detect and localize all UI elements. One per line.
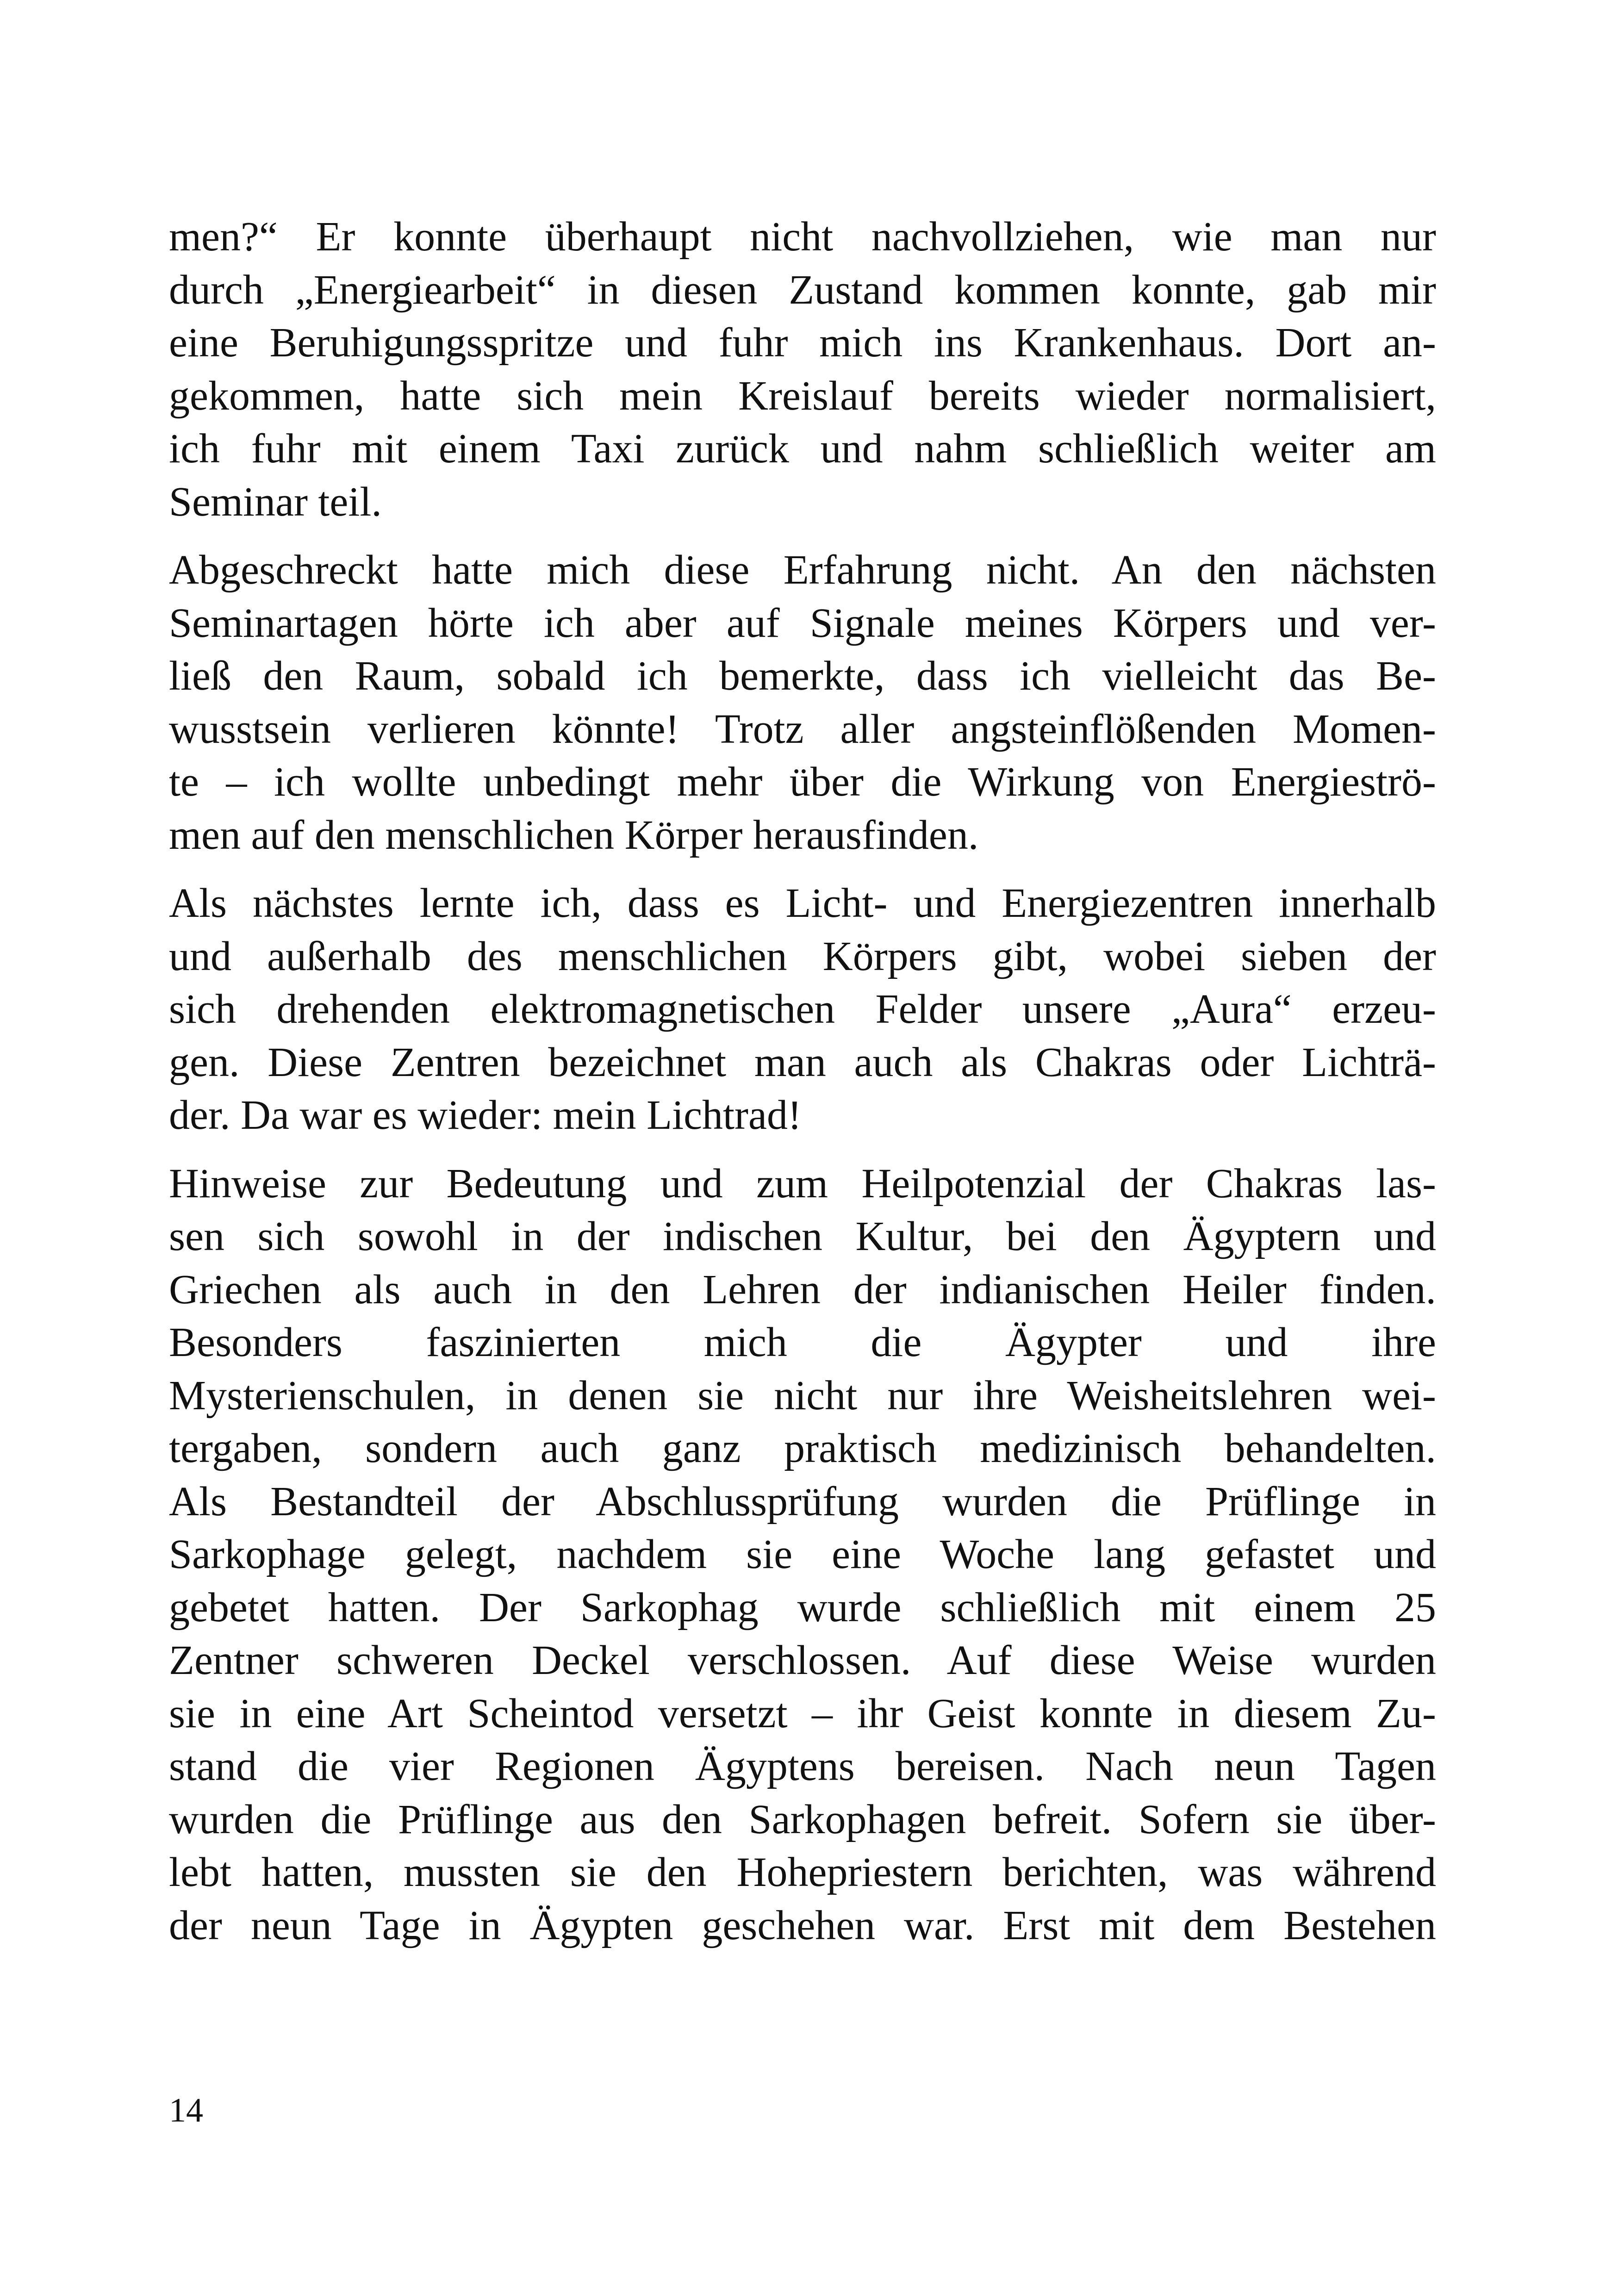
text-line: Als Bestandteil der Abschlussprüfung wurden die Prüflinge in [169, 1478, 1436, 1524]
text-line: Besonders faszinierten mich die Ägypter und ihre [169, 1319, 1436, 1365]
text-line: Hinweise zur Bedeutung und zum Heilpotenzial der Chakras las- [169, 1160, 1436, 1207]
text-line: Als nächstes lernte ich, dass es Licht- und Energiezentren innerhalb [169, 880, 1436, 926]
text-line: Griechen als auch in den Lehren der indianischen Heiler finden. [169, 1266, 1436, 1313]
paragraph-4 [169, 1157, 1436, 1953]
paragraph-1 [169, 211, 1436, 529]
text-line: gekommen, hatte sich mein Kreislauf bereits wieder normalisiert, [169, 373, 1436, 419]
text-line: sich drehenden elektromagnetischen Felder unsere „Aura“ erzeu- [169, 986, 1436, 1032]
text-line: stand die vier Regionen Ägyptens bereisen. Nach neun Tagen [169, 1743, 1436, 1789]
text-line: ich fuhr mit einem Taxi zurück und nahm schließlich weiter am [169, 426, 1436, 472]
text-line: gen. Diese Zentren bezeichnet man auch als Chakras oder Lichträ- [169, 1039, 1436, 1085]
text-line: sie in eine Art Scheintod versetzt – ihr Geist konnte in diesem Zu- [169, 1690, 1436, 1736]
text-line: men?“ Er konnte überhaupt nicht nachvollziehen, wie man nur [169, 214, 1436, 260]
text-line: ließ den Raum, sobald ich bemerkte, dass ich vielleicht das Be- [169, 653, 1436, 699]
text-line: Seminar teil. [169, 479, 382, 525]
page-number: 14 [169, 2091, 203, 2129]
text-line: men auf den menschlichen Körper herausfinden. [169, 812, 979, 858]
text-line: lebt hatten, mussten sie den Hohepriestern berichten, was während [169, 1849, 1436, 1895]
body-text [169, 211, 1436, 1967]
text-line: sen sich sowohl in der indischen Kultur, bei den Ägyptern und [169, 1213, 1436, 1259]
text-line: Seminartagen hörte ich aber auf Signale meines Körpers und ver- [169, 600, 1436, 646]
paragraph-3 [169, 877, 1436, 1142]
text-line: te – ich wollte unbedingt mehr über die Wirkung von Energieströ- [169, 759, 1436, 805]
text-line: tergaben, sondern auch ganz praktisch medizinisch behandelten. [169, 1425, 1436, 1471]
text-line: der. Da war es wieder: mein Lichtrad! [169, 1092, 802, 1138]
paragraph-2 [169, 544, 1436, 862]
text-line: Mysterienschulen, in denen sie nicht nur ihre Weisheitslehren wei- [169, 1372, 1436, 1419]
text-line: und außerhalb des menschlichen Körpers gibt, wobei sieben der [169, 933, 1436, 979]
text-line: der neun Tage in Ägypten geschehen war. Erst mit dem Bestehen [169, 1902, 1436, 1948]
text-line: gebetet hatten. Der Sarkophag wurde schließlich mit einem 25 [169, 1584, 1436, 1630]
text-line: wurden die Prüflinge aus den Sarkophagen befreit. Sofern sie über- [169, 1796, 1436, 1842]
text-line: wusstsein verlieren könnte! Trotz aller angsteinflößenden Momen- [169, 706, 1436, 752]
text-line: Zentner schweren Deckel verschlossen. Auf diese Weise wurden [169, 1637, 1436, 1683]
text-line: durch „Energiearbeit“ in diesen Zustand kommen konnte, gab mir [169, 267, 1436, 313]
text-line: eine Beruhigungsspritze und fuhr mich ins Krankenhaus. Dort an- [169, 320, 1436, 366]
text-line: Abgeschreckt hatte mich diese Erfahrung nicht. An den nächsten [169, 547, 1436, 593]
text-line: Sarkophage gelegt, nachdem sie eine Woche lang gefastet und [169, 1531, 1436, 1577]
